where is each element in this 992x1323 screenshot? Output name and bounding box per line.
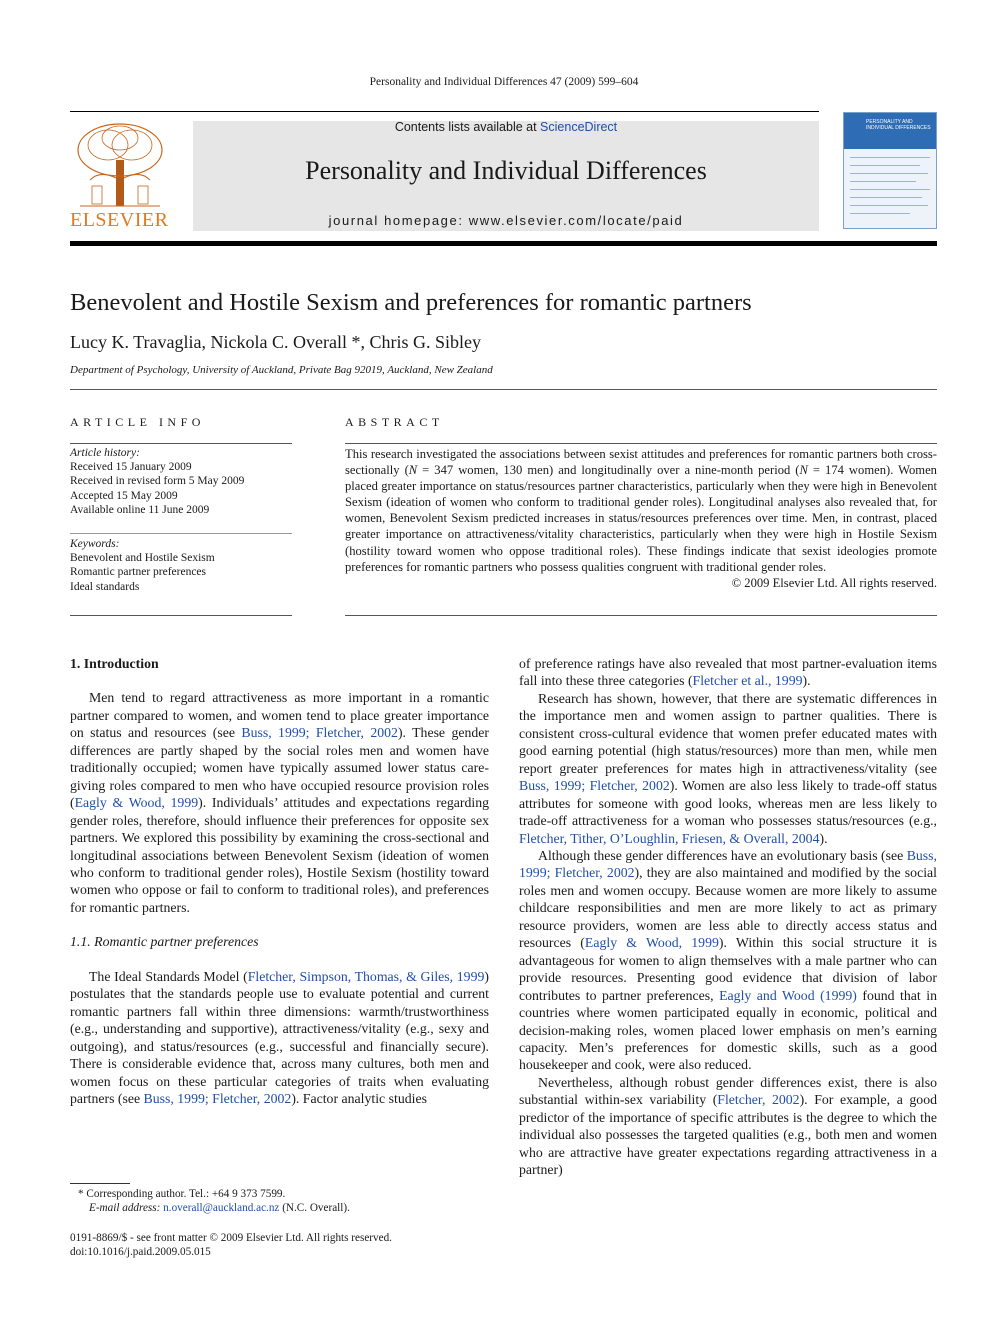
affiliation: Department of Psychology, University of Auckland, Private Bag 92019, Auckland, New Zealand bbox=[70, 364, 493, 376]
left-column bbox=[70, 655, 489, 1107]
abstract-copyright: © 2009 Elsevier Ltd. All rights reserved. bbox=[731, 575, 937, 590]
keyword-item: Ideal standards bbox=[70, 580, 140, 593]
history-online: Available online 11 June 2009 bbox=[70, 503, 210, 516]
corresponding-author-note: * Corresponding author. Tel.: +64 9 373 7599. bbox=[78, 1188, 286, 1200]
author-email-link[interactable]: n.overall@auckland.ac.nz bbox=[163, 1202, 280, 1214]
footnote: * Corresponding author. Tel.: +64 9 373 7599. E-mail address: n.overall@auckland.ac.nz (N.C. Overall). bbox=[78, 1187, 498, 1215]
abstract-bottom-rule bbox=[345, 615, 937, 616]
journal-homepage[interactable]: journal homepage: www.elsevier.com/locate/paid bbox=[328, 213, 684, 228]
intro-paragraph: Men tend to regard attractiveness as more important in a romantic partner compared to women, and women tend to place greater importance on status and resources (see Buss, 1999; Fletcher, 2002). These gender differences are partly shaped by the social roles men and women have traditionally occupied; women have typically assumed lower status care-giving roles compared to men who have occupied resource provision roles (Eagly & Wood, 1999). Individuals’ attitudes and expectations regarding gender roles, therefore, should influence their preferences for opposite sex partners. We explored this possibility by examining the cross-sectional and longitudinal associations between Benevolent Sexism (ideation of women who conform to traditional gender roles), Hostile Sexism (hostility toward women who oppose or fail to conform to traditional roles), and preferences for romantic partners. bbox=[70, 690, 489, 915]
keywords-block bbox=[70, 537, 292, 594]
abstract-rule bbox=[345, 443, 937, 444]
history-accepted: Accepted 15 May 2009 bbox=[70, 489, 178, 502]
article-info-heading: ARTICLE INFO bbox=[70, 415, 205, 429]
title-rule bbox=[70, 389, 937, 390]
gender-differences-paragraph: Research has shown, however, that there are systematic differences in the importance men and women assign to partner qualities. There is consistent cross-cultural evidence that women prefer educated mates with good earning potential (high status/resources) more than men, while men report greater preferences for mates high in attractiveness/vitality (see Buss, 1999; Fletcher, 2002). Women are also less likely to trade-off status attributes for someone with good looks, whereas men are less likely to trade-off attractiveness for a woman who possesses status/resources (e.g., Fletcher, Tither, O’Loughlin, Friesen, & Overall, 2004). bbox=[519, 690, 937, 846]
article-info-bottom-rule bbox=[70, 615, 292, 616]
contents-line bbox=[193, 120, 819, 134]
issn-line: 0191-8869/$ - see front matter © 2009 Elsevier Ltd. All rights reserved. bbox=[70, 1232, 392, 1244]
running-header: Personality and Individual Differences 47 (2009) 599–604 bbox=[369, 76, 639, 88]
footnote-rule bbox=[70, 1183, 130, 1184]
ideal-standards-paragraph: The Ideal Standards Model (Fletcher, Simpson, Thomas, & Giles, 1999) postulates that the standards people use to evaluate potential and current romantic partners fall within three dimensions: warmth/trustworthiness (e.g., understanding and supportive), attractiveness/vitality (e.g., sexy and outgoing), and status/resources (e.g., successful and financially secure). There is considerable evidence that, across many cultures, both men and women focus on these particular categories of traits when evaluating partners (see Buss, 1999; Fletcher, 2002). Factor analytic studies bbox=[70, 968, 489, 1106]
elsevier-wordmark: ELSEVIER bbox=[70, 209, 169, 231]
author-list: Lucy K. Travaglia, Nickola C. Overall *, Chris G. Sibley bbox=[70, 332, 481, 352]
history-received: Received 15 January 2009 bbox=[70, 461, 192, 474]
abstract-heading: ABSTRACT bbox=[345, 415, 444, 429]
doi-line: doi:10.1016/j.paid.2009.05.015 bbox=[70, 1246, 211, 1258]
article-info-rule bbox=[70, 443, 292, 444]
journal-title: Personality and Individual Differences bbox=[305, 156, 707, 185]
article-title: Benevolent and Hostile Sexism and preferences for romantic partners bbox=[70, 289, 752, 316]
keyword-item: Romantic partner preferences bbox=[70, 566, 207, 579]
contents-prefix: Contents lists available at bbox=[394, 120, 541, 134]
social-roles-paragraph: Although these gender differences have an evolutionary basis (see Buss, 1999; Fletcher, 2002), they are also maintained and modified by the social roles men and women occupy. Because women are more likely to assume childcare responsibilities and men are more likely to act as primary resource providers, women are less able to directly access status and resources (Eagly & Wood, 1999). Within this social structure it is advantageous for women to align themselves with a male partner who can provide resources. Presenting good evidence that division of labor contributes to partner preferences, Eagly and Wood (1999) found that in countries where women participated equally in economic, political and decision-making roles, women placed lower emphasis on men’s earning capacity. Men’s preferences for domestic skills, such as a good housekeeper and cook, were also reduced. bbox=[519, 847, 937, 1073]
cover-title: PERSONALITY AND INDIVIDUAL DIFFERENCES bbox=[866, 119, 931, 131]
keywords-rule bbox=[70, 533, 292, 534]
within-sex-variability-paragraph: Nevertheless, although robust gender differences exist, there is also substantial within-sex variability (Fletcher, 2002). For example, a good predictor of the importance of specific attributes is the degree to which the individual also possesses the targeted qualities (e.g., both men and women who are attractive have greater expectations regarding attractiveness in a partner) bbox=[519, 1074, 937, 1178]
subsection-heading-romantic-preferences: 1.1. Romantic partner preferences bbox=[70, 934, 259, 950]
right-column bbox=[519, 655, 937, 1179]
masthead-rule bbox=[70, 241, 937, 246]
article-history bbox=[70, 446, 292, 517]
keyword-item: Benevolent and Hostile Sexism bbox=[70, 552, 215, 565]
front-matter bbox=[70, 1231, 490, 1259]
header-rule bbox=[70, 111, 819, 112]
keywords-label: Keywords: bbox=[70, 538, 120, 550]
sciencedirect-link[interactable]: ScienceDirect bbox=[540, 120, 618, 134]
abstract-text: This research investigated the associations between sexist attitudes and preferences for romantic partners both cross-sectionally (N = 347 women, 130 men) and longitudinally over a nine-month period (N = 174 women). Women placed greater importance on status/resources partner characteristics, particularly when they were high in Benevolent Sexism (ideation of women who conform to traditional gender roles). Longitudinal analyses also revealed that, for women, Benevolent Sexism predicted increases in status/resources preferences over time. Men, in contrast, placed greater importance on attractiveness/vitality characteristics, particularly when they were high in Hostile Sexism (hostility toward women who oppose traditional roles). These findings indicate that sexist ideologies promote preferences for romantic partners who possess qualities congruent with traditional gender roles. © 2009 Elsevier Ltd. All rights reserved. bbox=[345, 447, 937, 590]
history-label: Article history: bbox=[70, 447, 140, 459]
journal-cover-image bbox=[843, 112, 937, 229]
continued-paragraph: of preference ratings have also revealed that most partner-evaluation items fall into these three categories (Fletcher et al., 1999). bbox=[519, 656, 937, 689]
history-revised: Received in revised form 5 May 2009 bbox=[70, 475, 245, 488]
elsevier-tree-logo bbox=[70, 120, 170, 210]
section-heading-introduction: 1. Introduction bbox=[70, 656, 159, 671]
